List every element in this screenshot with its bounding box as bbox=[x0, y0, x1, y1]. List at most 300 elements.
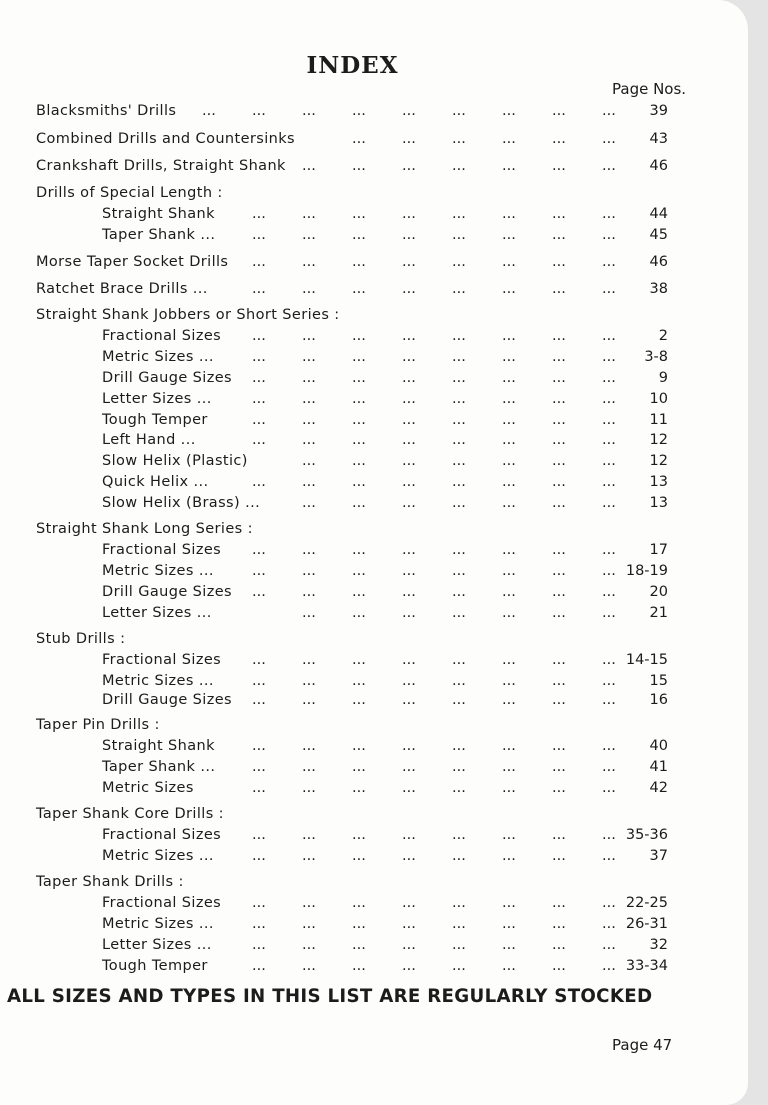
leader-dots: ... bbox=[302, 895, 316, 911]
leader-dots: ... bbox=[552, 605, 566, 621]
index-entry-label: Straight Shank Long Series : bbox=[36, 521, 253, 537]
leader-dots: ... bbox=[452, 206, 466, 222]
stock-notice: ALL SIZES AND TYPES IN THIS LIST ARE REGULARLY STOCKED bbox=[7, 986, 653, 1007]
leader-dots: ... bbox=[552, 131, 566, 147]
leader-dots: ... bbox=[352, 895, 366, 911]
leader-dots: ... bbox=[402, 738, 416, 754]
leader-dots: ... bbox=[552, 206, 566, 222]
leader-dots: ... bbox=[302, 227, 316, 243]
leader-dots: ... bbox=[602, 895, 616, 911]
index-entry-label: Tough Temper bbox=[102, 958, 208, 974]
leader-dots: ... bbox=[402, 131, 416, 147]
leader-dots: ... bbox=[502, 958, 516, 974]
leader-dots: ... bbox=[352, 584, 366, 600]
leader-dots: ... bbox=[252, 738, 266, 754]
index-entry bbox=[0, 453, 748, 473]
leader-dots: ... bbox=[552, 738, 566, 754]
index-entry-page: 37 bbox=[649, 848, 668, 864]
index-entry-label: Combined Drills and Countersinks bbox=[36, 131, 296, 147]
index-entry-label: Metric Sizes ... bbox=[102, 916, 214, 932]
leader-dots: ... bbox=[252, 780, 266, 796]
leader-dots: ... bbox=[502, 563, 516, 579]
leader-dots: ... bbox=[502, 692, 516, 708]
page-number-footer: Page 47 bbox=[612, 1036, 673, 1054]
index-entry-page: 45 bbox=[649, 227, 668, 243]
leader-dots: ... bbox=[502, 254, 516, 270]
index-entry-page: 15 bbox=[649, 673, 668, 689]
leader-dots: ... bbox=[252, 895, 266, 911]
index-entry-label: Stub Drills : bbox=[36, 631, 126, 647]
leader-dots: ... bbox=[452, 895, 466, 911]
leader-dots: ... bbox=[402, 652, 416, 668]
leader-dots: ... bbox=[502, 453, 516, 469]
index-entry-page: 20 bbox=[649, 584, 668, 600]
index-entry-label: Left Hand ... bbox=[102, 432, 196, 448]
leader-dots: ... bbox=[302, 958, 316, 974]
leader-dots: ... bbox=[402, 254, 416, 270]
leader-dots: ... bbox=[452, 391, 466, 407]
index-entry-page: 43 bbox=[649, 131, 668, 147]
leader-dots: ... bbox=[252, 254, 266, 270]
leader-dots: ... bbox=[402, 916, 416, 932]
index-entry-label: Taper Shank Drills : bbox=[36, 874, 184, 890]
index-entry bbox=[0, 874, 748, 894]
leader-dots: ... bbox=[402, 563, 416, 579]
leader-dots: ... bbox=[602, 432, 616, 448]
index-entry bbox=[0, 895, 748, 915]
leader-dots: ... bbox=[402, 103, 416, 119]
leader-dots: ... bbox=[302, 916, 316, 932]
leader-dots: ... bbox=[452, 692, 466, 708]
index-entry bbox=[0, 412, 748, 432]
leader-dots: ... bbox=[252, 349, 266, 365]
leader-dots: ... bbox=[352, 281, 366, 297]
leader-dots: ... bbox=[502, 432, 516, 448]
index-entry bbox=[0, 673, 748, 693]
leader-dots: ... bbox=[352, 495, 366, 511]
leader-dots: ... bbox=[552, 328, 566, 344]
index-entry bbox=[0, 185, 748, 205]
index-entry-label: Tough Temper bbox=[102, 412, 208, 428]
leader-dots: ... bbox=[402, 827, 416, 843]
leader-dots: ... bbox=[452, 542, 466, 558]
leader-dots: ... bbox=[352, 563, 366, 579]
leader-dots: ... bbox=[452, 254, 466, 270]
leader-dots: ... bbox=[352, 738, 366, 754]
leader-dots: ... bbox=[602, 495, 616, 511]
leader-dots: ... bbox=[452, 412, 466, 428]
leader-dots: ... bbox=[352, 780, 366, 796]
leader-dots: ... bbox=[402, 495, 416, 511]
index-entry-label: Drills of Special Length : bbox=[36, 185, 223, 201]
leader-dots: ... bbox=[252, 391, 266, 407]
index-entry bbox=[0, 254, 748, 274]
leader-dots: ... bbox=[352, 103, 366, 119]
leader-dots: ... bbox=[402, 432, 416, 448]
leader-dots: ... bbox=[352, 916, 366, 932]
leader-dots: ... bbox=[352, 652, 366, 668]
leader-dots: ... bbox=[302, 495, 316, 511]
leader-dots: ... bbox=[502, 848, 516, 864]
index-entry-label: Straight Shank bbox=[102, 206, 215, 222]
leader-dots: ... bbox=[602, 738, 616, 754]
leader-dots: ... bbox=[252, 827, 266, 843]
leader-dots: ... bbox=[302, 738, 316, 754]
leader-dots: ... bbox=[302, 158, 316, 174]
leader-dots: ... bbox=[452, 652, 466, 668]
index-entry-label: Slow Helix (Brass) ... bbox=[102, 495, 261, 511]
leader-dots: ... bbox=[602, 542, 616, 558]
index-entry-page: 12 bbox=[649, 432, 668, 448]
leader-dots: ... bbox=[602, 474, 616, 490]
index-entry bbox=[0, 937, 748, 957]
leader-dots: ... bbox=[302, 254, 316, 270]
index-entry bbox=[0, 605, 748, 625]
leader-dots: ... bbox=[402, 584, 416, 600]
leader-dots: ... bbox=[452, 673, 466, 689]
leader-dots: ... bbox=[352, 391, 366, 407]
index-entry bbox=[0, 958, 748, 978]
index-entry-page: 38 bbox=[649, 281, 668, 297]
leader-dots: ... bbox=[552, 453, 566, 469]
leader-dots: ... bbox=[352, 605, 366, 621]
index-entry-page: 41 bbox=[649, 759, 668, 775]
leader-dots: ... bbox=[452, 328, 466, 344]
index-entry-page: 46 bbox=[649, 254, 668, 270]
leader-dots: ... bbox=[602, 206, 616, 222]
leader-dots: ... bbox=[502, 937, 516, 953]
leader-dots: ... bbox=[302, 432, 316, 448]
leader-dots: ... bbox=[602, 759, 616, 775]
leader-dots: ... bbox=[402, 895, 416, 911]
leader-dots: ... bbox=[502, 673, 516, 689]
leader-dots: ... bbox=[252, 206, 266, 222]
index-entry-label: Fractional Sizes bbox=[102, 542, 222, 558]
leader-dots: ... bbox=[352, 673, 366, 689]
index-entry-page: 12 bbox=[649, 453, 668, 469]
leader-dots: ... bbox=[402, 158, 416, 174]
leader-dots: ... bbox=[402, 453, 416, 469]
leader-dots: ... bbox=[552, 895, 566, 911]
leader-dots: ... bbox=[502, 605, 516, 621]
index-entry bbox=[0, 158, 748, 178]
leader-dots: ... bbox=[252, 328, 266, 344]
leader-dots: ... bbox=[402, 848, 416, 864]
leader-dots: ... bbox=[352, 227, 366, 243]
leader-dots: ... bbox=[402, 328, 416, 344]
leader-dots: ... bbox=[502, 895, 516, 911]
leader-dots: ... bbox=[552, 584, 566, 600]
leader-dots: ... bbox=[602, 584, 616, 600]
index-entry bbox=[0, 563, 748, 583]
index-entry bbox=[0, 370, 748, 390]
leader-dots: ... bbox=[552, 349, 566, 365]
leader-dots: ... bbox=[452, 563, 466, 579]
leader-dots: ... bbox=[252, 281, 266, 297]
index-entry bbox=[0, 717, 748, 737]
leader-dots: ... bbox=[302, 937, 316, 953]
index-entry bbox=[0, 848, 748, 868]
leader-dots: ... bbox=[302, 281, 316, 297]
leader-dots: ... bbox=[252, 563, 266, 579]
leader-dots: ... bbox=[602, 937, 616, 953]
leader-dots: ... bbox=[552, 827, 566, 843]
leader-dots: ... bbox=[552, 227, 566, 243]
index-entry-label: Straight Shank Jobbers or Short Series : bbox=[36, 307, 340, 323]
leader-dots: ... bbox=[602, 605, 616, 621]
leader-dots: ... bbox=[252, 759, 266, 775]
leader-dots: ... bbox=[602, 328, 616, 344]
index-entry-page: 14-15 bbox=[625, 652, 668, 668]
index-entry-label: Taper Pin Drills : bbox=[36, 717, 160, 733]
leader-dots: ... bbox=[502, 158, 516, 174]
leader-dots: ... bbox=[352, 370, 366, 386]
index-entry-page: 3-8 bbox=[644, 349, 668, 365]
leader-dots: ... bbox=[302, 692, 316, 708]
index-entry-label: Fractional Sizes bbox=[102, 895, 222, 911]
leader-dots: ... bbox=[452, 827, 466, 843]
leader-dots: ... bbox=[502, 370, 516, 386]
leader-dots: ... bbox=[502, 391, 516, 407]
leader-dots: ... bbox=[602, 827, 616, 843]
leader-dots: ... bbox=[552, 673, 566, 689]
leader-dots: ... bbox=[552, 937, 566, 953]
index-entry-label: Taper Shank Core Drills : bbox=[36, 806, 224, 822]
leader-dots: ... bbox=[452, 281, 466, 297]
leader-dots: ... bbox=[402, 673, 416, 689]
leader-dots: ... bbox=[302, 542, 316, 558]
leader-dots: ... bbox=[552, 412, 566, 428]
leader-dots: ... bbox=[302, 584, 316, 600]
leader-dots: ... bbox=[252, 584, 266, 600]
leader-dots: ... bbox=[502, 227, 516, 243]
leader-dots: ... bbox=[302, 848, 316, 864]
leader-dots: ... bbox=[552, 495, 566, 511]
leader-dots: ... bbox=[302, 474, 316, 490]
index-entry-page: 33-34 bbox=[625, 958, 668, 974]
index-entry bbox=[0, 391, 748, 411]
leader-dots: ... bbox=[602, 281, 616, 297]
leader-dots: ... bbox=[352, 432, 366, 448]
leader-dots: ... bbox=[402, 542, 416, 558]
leader-dots: ... bbox=[602, 958, 616, 974]
leader-dots: ... bbox=[352, 206, 366, 222]
leader-dots: ... bbox=[352, 328, 366, 344]
index-entry-label: Drill Gauge Sizes bbox=[102, 584, 232, 600]
leader-dots: ... bbox=[602, 349, 616, 365]
leader-dots: ... bbox=[502, 780, 516, 796]
index-entry bbox=[0, 206, 748, 226]
index-entry bbox=[0, 692, 748, 712]
index-entry-page: 22-25 bbox=[625, 895, 668, 911]
leader-dots: ... bbox=[352, 848, 366, 864]
leader-dots: ... bbox=[252, 692, 266, 708]
leader-dots: ... bbox=[602, 131, 616, 147]
page-title: INDEX bbox=[306, 52, 399, 79]
leader-dots: ... bbox=[402, 605, 416, 621]
leader-dots: ... bbox=[302, 563, 316, 579]
leader-dots: ... bbox=[252, 848, 266, 864]
leader-dots: ... bbox=[502, 103, 516, 119]
leader-dots: ... bbox=[302, 605, 316, 621]
index-entry bbox=[0, 827, 748, 847]
leader-dots: ... bbox=[302, 103, 316, 119]
leader-dots: ... bbox=[402, 759, 416, 775]
leader-dots: ... bbox=[352, 131, 366, 147]
index-entry-label: Metric Sizes ... bbox=[102, 673, 214, 689]
leader-dots: ... bbox=[252, 103, 266, 119]
leader-dots: ... bbox=[602, 103, 616, 119]
leader-dots: ... bbox=[602, 692, 616, 708]
leader-dots: ... bbox=[552, 254, 566, 270]
index-entry-page: 39 bbox=[649, 103, 668, 119]
leader-dots: ... bbox=[302, 412, 316, 428]
leader-dots: ... bbox=[402, 780, 416, 796]
index-entry-page: 2 bbox=[658, 328, 668, 344]
index-entry bbox=[0, 328, 748, 348]
leader-dots: ... bbox=[202, 103, 216, 119]
leader-dots: ... bbox=[302, 652, 316, 668]
leader-dots: ... bbox=[602, 227, 616, 243]
leader-dots: ... bbox=[502, 916, 516, 932]
leader-dots: ... bbox=[302, 328, 316, 344]
leader-dots: ... bbox=[352, 759, 366, 775]
index-entry-label: Ratchet Brace Drills ... bbox=[36, 281, 208, 297]
leader-dots: ... bbox=[502, 495, 516, 511]
index-entry bbox=[0, 542, 748, 562]
leader-dots: ... bbox=[602, 412, 616, 428]
leader-dots: ... bbox=[502, 206, 516, 222]
leader-dots: ... bbox=[352, 158, 366, 174]
leader-dots: ... bbox=[452, 916, 466, 932]
leader-dots: ... bbox=[552, 432, 566, 448]
index-entry-page: 9 bbox=[658, 370, 668, 386]
leader-dots: ... bbox=[552, 563, 566, 579]
leader-dots: ... bbox=[352, 542, 366, 558]
leader-dots: ... bbox=[602, 563, 616, 579]
index-entry-page: 35-36 bbox=[625, 827, 668, 843]
index-entry-label: Crankshaft Drills, Straight Shank bbox=[36, 158, 286, 174]
index-entry bbox=[0, 131, 748, 151]
leader-dots: ... bbox=[452, 474, 466, 490]
leader-dots: ... bbox=[552, 474, 566, 490]
leader-dots: ... bbox=[452, 349, 466, 365]
index-entry-label: Letter Sizes ... bbox=[102, 391, 212, 407]
leader-dots: ... bbox=[502, 474, 516, 490]
leader-dots: ... bbox=[602, 673, 616, 689]
index-entry bbox=[0, 584, 748, 604]
leader-dots: ... bbox=[402, 281, 416, 297]
leader-dots: ... bbox=[452, 453, 466, 469]
leader-dots: ... bbox=[452, 780, 466, 796]
index-entry-label: Taper Shank ... bbox=[102, 227, 216, 243]
leader-dots: ... bbox=[402, 474, 416, 490]
leader-dots: ... bbox=[402, 412, 416, 428]
leader-dots: ... bbox=[502, 349, 516, 365]
index-entry bbox=[0, 916, 748, 936]
leader-dots: ... bbox=[552, 281, 566, 297]
index-entry-page: 13 bbox=[649, 495, 668, 511]
leader-dots: ... bbox=[352, 453, 366, 469]
leader-dots: ... bbox=[502, 827, 516, 843]
index-entry-page: 13 bbox=[649, 474, 668, 490]
leader-dots: ... bbox=[502, 738, 516, 754]
leader-dots: ... bbox=[302, 453, 316, 469]
index-entry-label: Morse Taper Socket Drills bbox=[36, 254, 229, 270]
leader-dots: ... bbox=[302, 391, 316, 407]
leader-dots: ... bbox=[552, 103, 566, 119]
leader-dots: ... bbox=[352, 412, 366, 428]
index-entry-label: Straight Shank bbox=[102, 738, 215, 754]
index-entry bbox=[0, 349, 748, 369]
index-entry-page: 18-19 bbox=[625, 563, 668, 579]
leader-dots: ... bbox=[452, 158, 466, 174]
index-entry bbox=[0, 738, 748, 758]
leader-dots: ... bbox=[452, 605, 466, 621]
leader-dots: ... bbox=[602, 916, 616, 932]
leader-dots: ... bbox=[402, 692, 416, 708]
leader-dots: ... bbox=[552, 692, 566, 708]
leader-dots: ... bbox=[302, 673, 316, 689]
leader-dots: ... bbox=[452, 759, 466, 775]
index-entry-label: Fractional Sizes bbox=[102, 827, 222, 843]
index-entry bbox=[0, 631, 748, 651]
leader-dots: ... bbox=[452, 495, 466, 511]
leader-dots: ... bbox=[552, 542, 566, 558]
leader-dots: ... bbox=[352, 937, 366, 953]
index-entry-label: Drill Gauge Sizes bbox=[102, 370, 232, 386]
leader-dots: ... bbox=[602, 391, 616, 407]
leader-dots: ... bbox=[252, 227, 266, 243]
leader-dots: ... bbox=[452, 848, 466, 864]
index-entry-label: Blacksmiths' Drills bbox=[36, 103, 177, 119]
leader-dots: ... bbox=[452, 103, 466, 119]
leader-dots: ... bbox=[452, 370, 466, 386]
leader-dots: ... bbox=[402, 349, 416, 365]
leader-dots: ... bbox=[302, 349, 316, 365]
index-entry-page: 10 bbox=[649, 391, 668, 407]
leader-dots: ... bbox=[552, 391, 566, 407]
index-entry-label: Drill Gauge Sizes bbox=[102, 692, 232, 708]
leader-dots: ... bbox=[352, 827, 366, 843]
index-entry bbox=[0, 759, 748, 779]
index-entry-label: Taper Shank ... bbox=[102, 759, 216, 775]
leader-dots: ... bbox=[302, 780, 316, 796]
index-entry bbox=[0, 495, 748, 515]
leader-dots: ... bbox=[552, 652, 566, 668]
leader-dots: ... bbox=[352, 349, 366, 365]
index-entry-page: 42 bbox=[649, 780, 668, 796]
index-entry bbox=[0, 652, 748, 672]
index-entry bbox=[0, 307, 748, 327]
leader-dots: ... bbox=[402, 227, 416, 243]
leader-dots: ... bbox=[252, 937, 266, 953]
index-entry bbox=[0, 432, 748, 452]
leader-dots: ... bbox=[252, 370, 266, 386]
leader-dots: ... bbox=[302, 206, 316, 222]
leader-dots: ... bbox=[502, 584, 516, 600]
leader-dots: ... bbox=[352, 958, 366, 974]
leader-dots: ... bbox=[502, 131, 516, 147]
leader-dots: ... bbox=[552, 916, 566, 932]
leader-dots: ... bbox=[502, 542, 516, 558]
leader-dots: ... bbox=[302, 759, 316, 775]
index-entry-page: 44 bbox=[649, 206, 668, 222]
leader-dots: ... bbox=[352, 474, 366, 490]
leader-dots: ... bbox=[602, 453, 616, 469]
index-entry-page: 17 bbox=[649, 542, 668, 558]
leader-dots: ... bbox=[602, 370, 616, 386]
